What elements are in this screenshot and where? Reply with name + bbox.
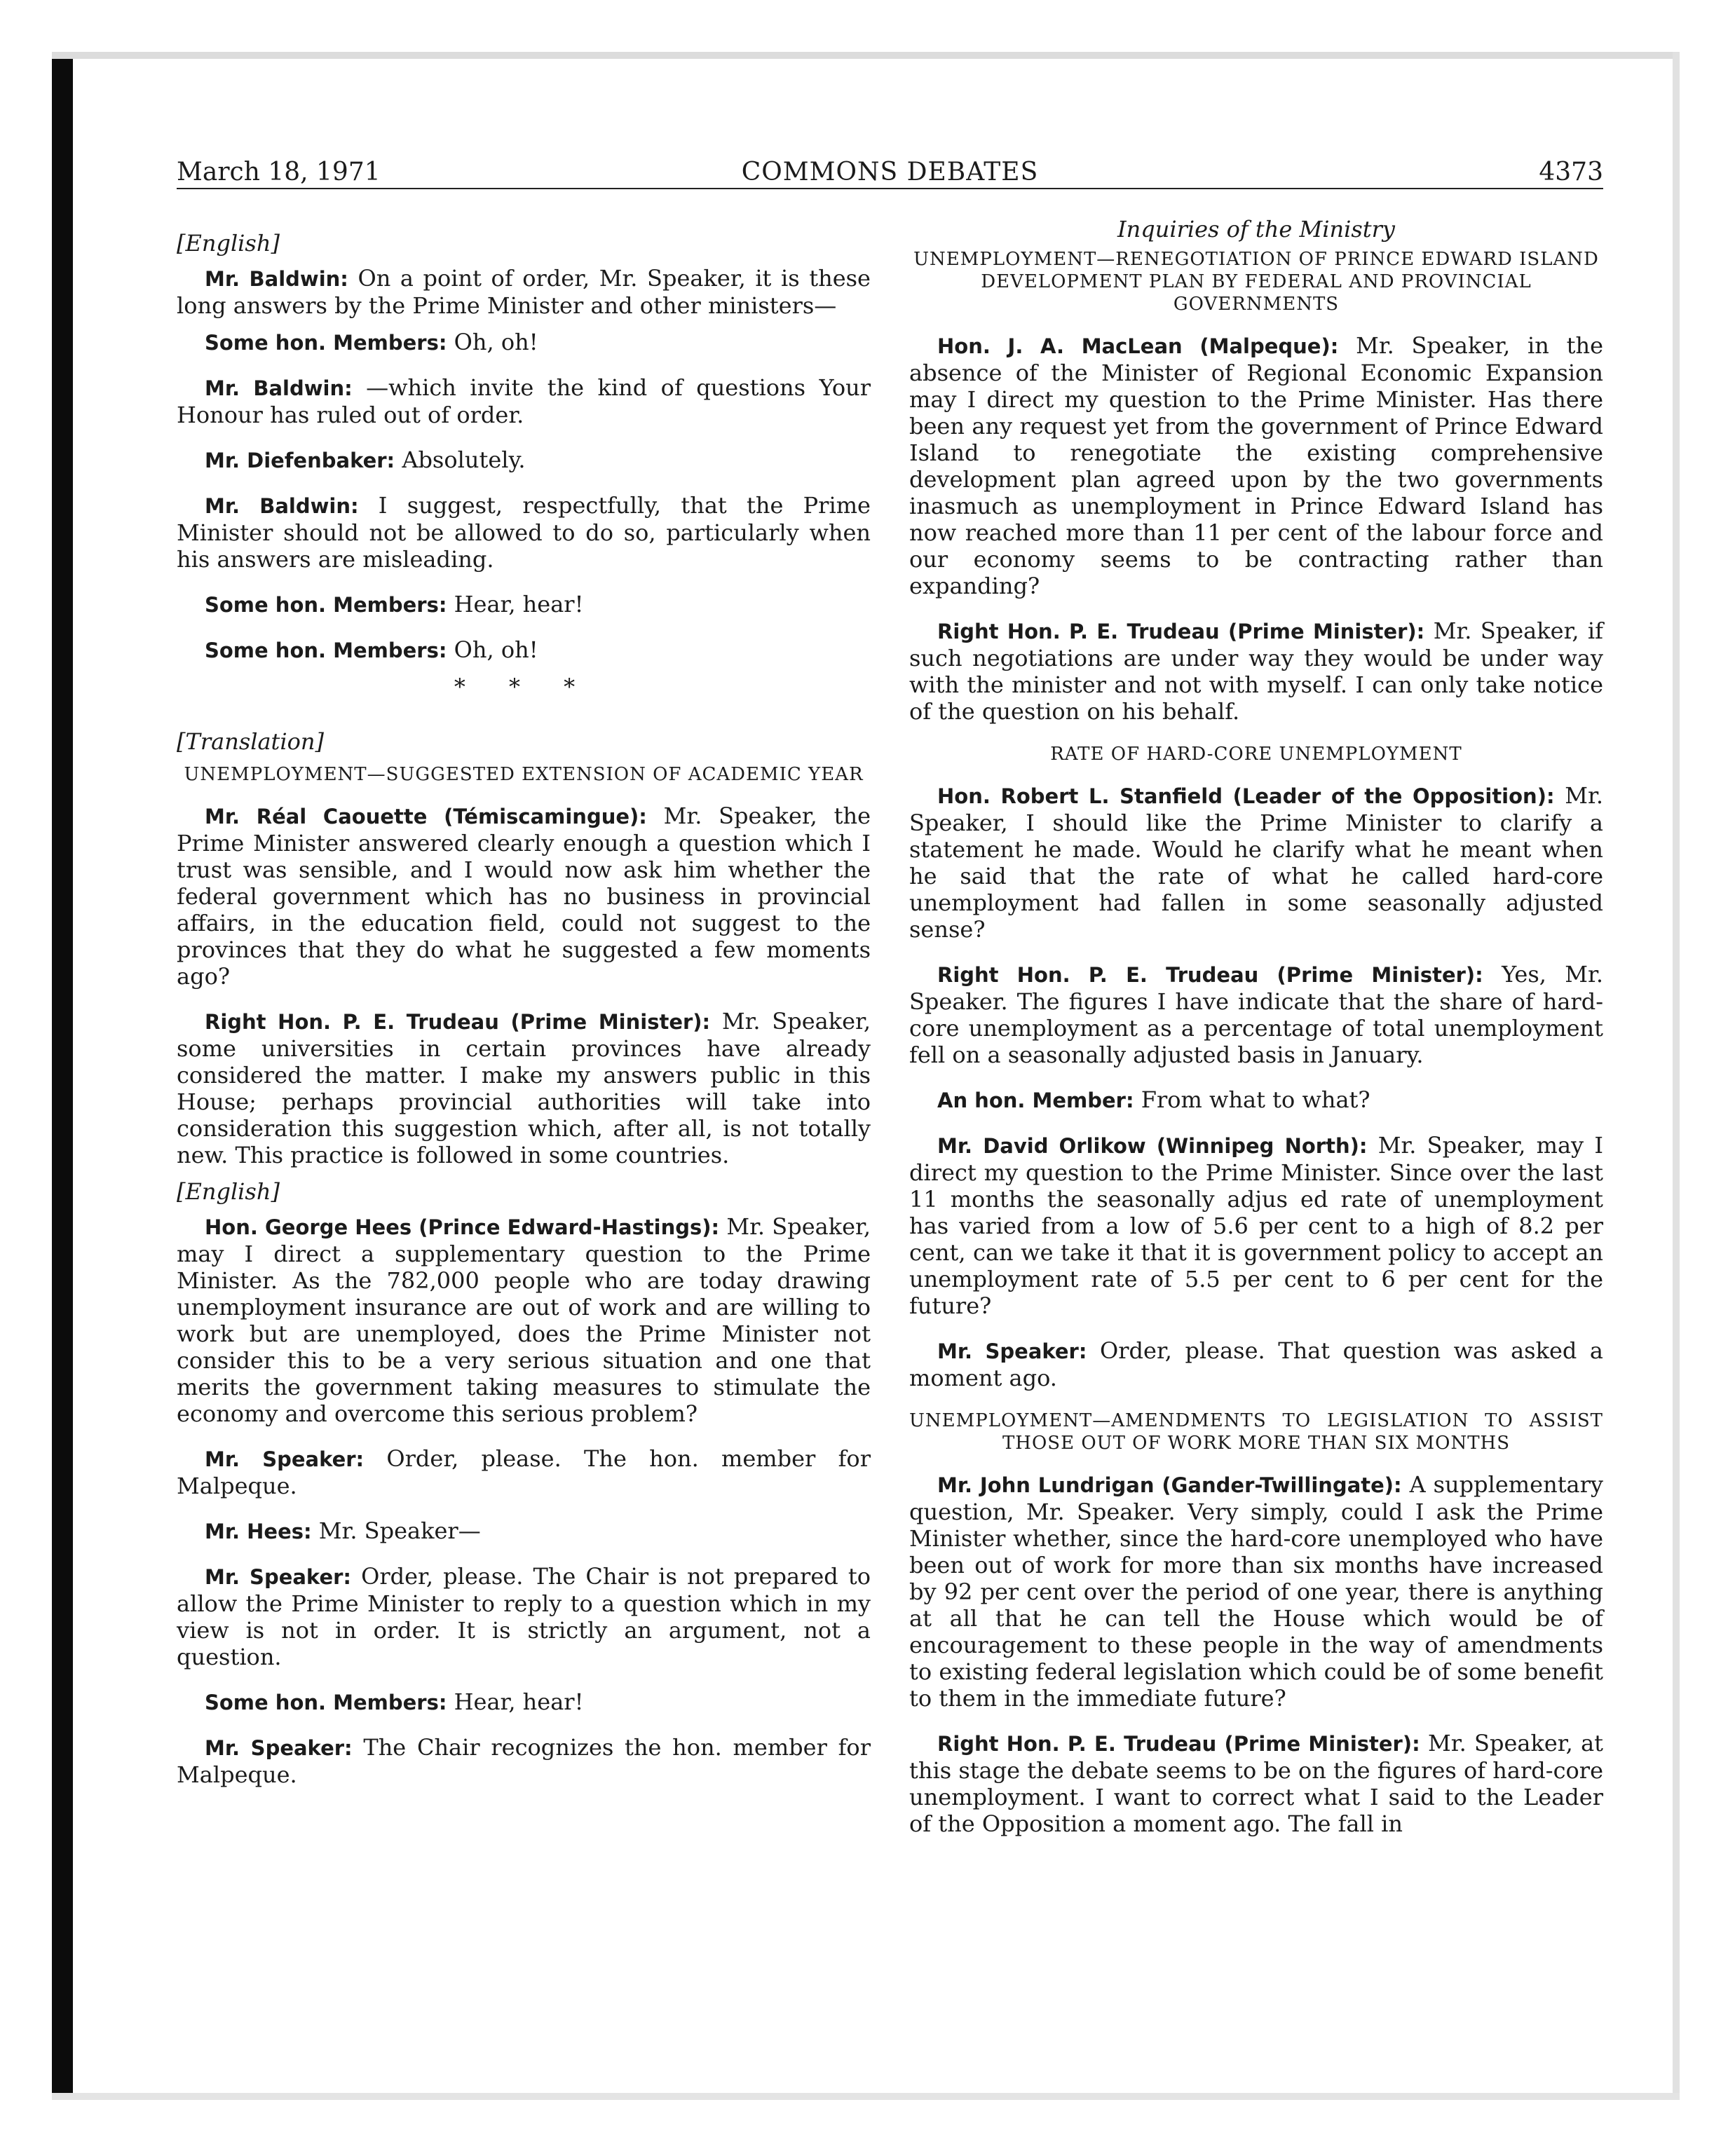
speaker-name: Mr. Speaker:: [205, 1447, 365, 1471]
speaker-name: Mr. David Orlikow (Winnipeg North):: [937, 1134, 1368, 1158]
scan-border-right: [1673, 52, 1680, 2100]
speech-text: Mr. Speaker, at this stage the debate seems to be on the figures of hard-core unemployment. I want to correct what I said to the Leader of the Opposition a moment ago. The fall in: [909, 1730, 1604, 1837]
section-heading: UNEMPLOYMENT—AMENDMENTS TO LEGISLATION TO ASSIST THOSE OUT OF WORK MORE THAN SIX MONTHS: [909, 1410, 1603, 1454]
speech-text: Hear, hear!: [447, 1688, 584, 1715]
speech-paragraph: [177, 1517, 871, 1545]
speaker-name: Mr. Baldwin:: [205, 267, 348, 291]
speech-text: Order, please. That question was asked a moment ago.: [909, 1337, 1603, 1391]
scan-border-top: [52, 52, 1680, 59]
speech-paragraph: [177, 1688, 871, 1716]
speech-text: Absolutely.: [395, 446, 526, 473]
speaker-name: Some hon. Members:: [205, 639, 447, 662]
publication-title: COMMONS DEBATES: [741, 158, 1039, 186]
speech-paragraph: [909, 1730, 1603, 1837]
speech-text: Mr. Speaker, if such negotiations are under way they would be under way with the minister and not with myself. I can only take notice of the question on his behalf.: [909, 618, 1604, 725]
speech-paragraph: [177, 329, 871, 356]
speaker-name: Some hon. Members:: [205, 331, 447, 355]
speaker-name: An hon. Member:: [937, 1089, 1134, 1112]
speaker-name: Mr. Baldwin:: [205, 376, 353, 400]
section-heading: RATE OF HARD-CORE UNEMPLOYMENT: [1050, 744, 1462, 765]
speaker-name: Hon. Robert L. Stanfield (Leader of the Opposition):: [937, 784, 1555, 808]
speaker-name: Mr. Diefenbaker:: [205, 449, 395, 472]
speech-paragraph: [909, 961, 1603, 1068]
speech-text: Hear, hear!: [447, 591, 584, 618]
scan-border-left: [52, 52, 73, 2100]
speaker-name: Mr. Speaker:: [937, 1339, 1087, 1363]
speaker-name: Right Hon. P. E. Trudeau (Prime Minister):: [205, 1010, 711, 1034]
language-marker: [Translation]: [177, 728, 324, 755]
speech-text: Oh, oh!: [447, 636, 538, 663]
speech-paragraph: [177, 636, 871, 664]
speech-paragraph: [177, 1563, 871, 1670]
page-date: March 18, 1971: [177, 158, 381, 186]
left-column: [177, 230, 871, 1806]
section-heading: UNEMPLOYMENT—RENEGOTIATION OF PRINCE EDWARD ISLAND DEVELOPMENT PLAN BY FEDERAL AND PROVINCIAL GOVERNMENTS: [913, 249, 1599, 315]
speech-paragraph: [177, 803, 871, 990]
speaker-name: Mr. Baldwin:: [205, 494, 359, 518]
speech-paragraph: [177, 1445, 871, 1499]
scan-border-bottom: [52, 2093, 1680, 2100]
speech-text: Mr. Speaker, I should like the Prime Minister to clarify a statement he made. Would he clarify what he meant when he said that the rate of what he called hard-core unemployment had fallen in some seasonally adjusted sense?: [909, 782, 1603, 943]
speaker-name: Mr. Speaker:: [205, 1736, 353, 1760]
section-subhead: Inquiries of the Ministry: [1117, 216, 1395, 243]
speech-paragraph: [177, 374, 871, 428]
speech-paragraph: [909, 782, 1603, 943]
speech-paragraph: [177, 1734, 871, 1788]
speaker-name: Hon. J. A. MacLean (Malpeque):: [937, 334, 1339, 358]
speaker-name: Mr. John Lundrigan (Gander-Twillingate):: [937, 1473, 1402, 1497]
speaker-name: Right Hon. P. E. Trudeau (Prime Minister):: [937, 963, 1483, 987]
speech-paragraph: [177, 492, 871, 573]
speech-text: —which invite the kind of questions Your Honour has ruled out of order.: [177, 374, 871, 428]
speaker-name: Right Hon. P. E. Trudeau (Prime Minister):: [937, 620, 1425, 643]
speech-paragraph: [909, 1086, 1603, 1114]
speech-text: I suggest, respectfully, that the Prime Minister should not be allowed to do so, particularly when his answers are misleading.: [177, 492, 871, 573]
speech-text: Order, please. The hon. member for Malpeque.: [177, 1445, 871, 1499]
page-number: 4373: [1539, 158, 1603, 186]
section-separator: * * *: [454, 674, 594, 700]
language-marker: [English]: [177, 1178, 280, 1205]
speech-text: Mr. Speaker, may I direct my question to the Prime Minister. Since over the last 11 months the seasonally adjus ed rate of unemployment has varied from a low of 5.6 per cent to a high of 8.2 per cent, can we take it that it is government policy to accept an unemployment rate of 5.5 per cent to 6 per cent for the future?: [909, 1132, 1603, 1319]
speech-paragraph: [909, 618, 1603, 725]
speech-paragraph: [909, 1132, 1603, 1319]
speech-text: Mr. Speaker, in the absence of the Minister of Regional Economic Expansion may I direct my question to the Prime Minister. Has there been any request yet from the government of Prince Edward Island to renegotiate the existing comprehensive development plan agreed upon by the two governments inasmuch as unemployment in Prince Edward Island has now reached more than 11 per cent of the labour force and our economy seems to be contracting rather than expanding?: [909, 332, 1604, 599]
speech-text: Mr. Speaker, may I direct a supplementary question to the Prime Minister. As the 782,000 people who are today drawing unemployment insurance are out of work and are willing to work but are unemployed, does the Prime Minister not consider this to be a very serious situation and one that merits the government taking measures to stimulate the economy and overcome this serious problem?: [177, 1213, 871, 1427]
speech-text: The Chair recognizes the hon. member for Malpeque.: [177, 1734, 871, 1788]
speech-text: A supplementary question, Mr. Speaker. Very simply, could I ask the Prime Minister whether, since the hard-core unemployed who have been out of work for more than six months have increased by 92 per cent over the period of one year, there is anything at all that he can tell the House which would be of encouragement to these people in the way of amendments to existing federal legislation which could be of some benefit to them in the immediate future?: [909, 1471, 1604, 1712]
speech-paragraph: [177, 1008, 871, 1168]
speech-paragraph: [177, 591, 871, 618]
speaker-name: Some hon. Members:: [205, 1691, 447, 1714]
speech-text: Order, please. The Chair is not prepared to allow the Prime Minister to reply to a question which in my view is not in order. It is strictly an argument, not a question.: [177, 1563, 871, 1670]
speech-paragraph: [177, 446, 871, 474]
speech-text: From what to what?: [1134, 1086, 1370, 1113]
speech-paragraph: [909, 332, 1603, 599]
speech-text: Oh, oh!: [447, 329, 538, 355]
page-header: [177, 156, 1603, 191]
speaker-name: Right Hon. P. E. Trudeau (Prime Minister):: [937, 1732, 1420, 1756]
speaker-name: Mr. Hees:: [205, 1520, 312, 1543]
speech-paragraph: [177, 1213, 871, 1427]
speech-text: On a point of order, Mr. Speaker, it is these long answers by the Prime Minister and other ministers—: [177, 265, 871, 319]
speaker-name: Hon. George Hees (Prince Edward-Hastings):: [205, 1215, 720, 1239]
speech-paragraph: [177, 265, 871, 319]
speech-paragraph: [909, 1337, 1603, 1391]
speech-text: Yes, Mr. Speaker. The figures I have indicate that the share of hard-core unemployment as a percentage of total unemployment fell on a seasonally adjusted basis in January.: [909, 961, 1603, 1068]
speaker-name: Mr. Speaker:: [205, 1565, 352, 1589]
speech-text: Mr. Speaker, the Prime Minister answered clearly enough a question which I trust was sensible, and I would now ask him whether the federal government which has no business in provincial affairs, in the education field, could not suggest to the provinces that they do what he suggested a few moments ago?: [177, 803, 871, 990]
speech-paragraph: [909, 1471, 1603, 1712]
header-rule: [177, 188, 1603, 189]
speech-text: Mr. Speaker—: [311, 1517, 481, 1544]
speech-text: Mr. Speaker, some universities in certain provinces have already considered the matter. I make my answers public in this House; perhaps provincial authorities will take into consideration this suggestion which, after all, is not totally new. This practice is followed in some countries.: [177, 1008, 871, 1168]
speaker-name: Mr. Réal Caouette (Témiscamingue):: [205, 805, 647, 828]
speaker-name: Some hon. Members:: [205, 593, 447, 617]
section-heading: UNEMPLOYMENT—SUGGESTED EXTENSION OF ACADEMIC YEAR: [184, 764, 864, 785]
language-marker: [English]: [177, 230, 280, 257]
right-column: [909, 216, 1603, 1855]
